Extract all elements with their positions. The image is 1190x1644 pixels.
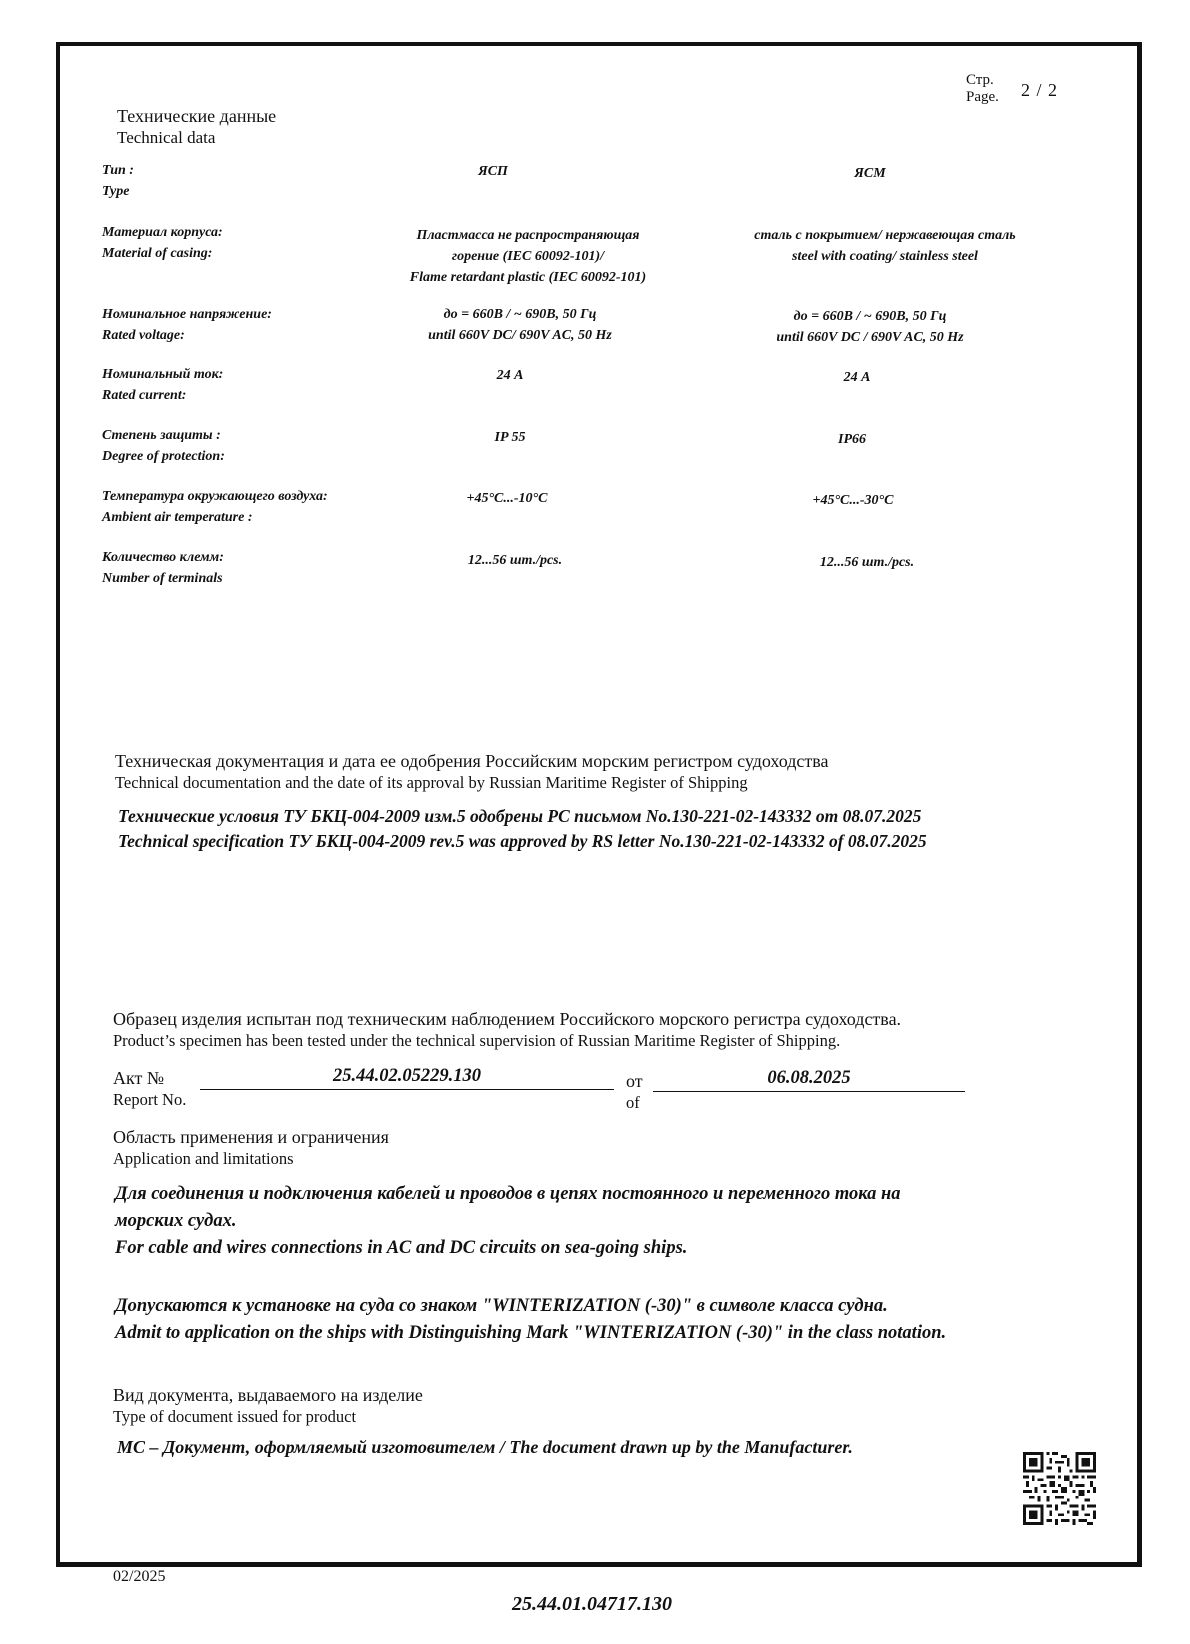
documentation-spec: [118, 804, 927, 854]
page-label-en: Page.: [966, 89, 999, 105]
application-text-en: For cable and wires connections in AC and DC circuits on sea-going ships.: [115, 1238, 688, 1258]
documentation-spec-ru: Технические условия ТУ БКЦ-004-2009 изм.5 одобрены РС письмом No.130-221-02-143332 от 08.07.2025: [118, 806, 922, 826]
spec-label-terminals: [102, 547, 224, 589]
spec-label-casing: [102, 222, 223, 264]
page-number: 2 / 2: [1021, 80, 1059, 100]
documentation-heading-en: Technical documentation and the date of its approval by Russian Maritime Register of Shipping: [115, 773, 748, 792]
spec-label-current: [102, 364, 223, 406]
spec-value-temperature-col1: +45°C...-10°C: [466, 491, 548, 506]
report-number-underline: [200, 1070, 614, 1090]
spec-label-en: Rated current:: [102, 388, 187, 403]
report-label: [113, 1067, 186, 1111]
page-label-ru: Стр.: [966, 72, 994, 88]
documentation-heading-ru: Техническая документация и дата ее одобрения Российским морским регистром судоходства: [115, 751, 829, 771]
spec-value-line: until 660V DC / 690V AC, 50 Hz: [776, 330, 964, 345]
winterization-note-en: Admit to application on the ships with Distinguishing Mark "WINTERIZATION (-30)" in the class notation.: [115, 1323, 947, 1343]
spec-value-protection-col1: IP 55: [494, 430, 526, 445]
spec-value-casing-col1: [358, 225, 698, 288]
spec-label-ru: Номинальный ток:: [102, 367, 224, 382]
spec-label-ru: Номинальное напряжение:: [102, 307, 272, 322]
document-type-heading-en: Type of document issued for product: [113, 1407, 357, 1426]
page-label: [966, 72, 999, 106]
spec-value-line: until 660V DC/ 690V AC, 50 Hz: [428, 328, 612, 343]
spec-value-type-col2: ЯСМ: [854, 166, 886, 181]
testing-heading-ru: Образец изделия испытан под техническим наблюдением Российского морского регистра судоходства.: [113, 1009, 902, 1029]
winterization-note: [115, 1293, 946, 1347]
spec-label-en: Material of casing:: [102, 246, 213, 261]
report-date-underline: [653, 1072, 965, 1092]
testing-heading-en: Product’s specimen has been tested under the technical supervision of Russian Maritime Register of Shipping.: [113, 1031, 841, 1050]
report-label-ru: Акт №: [113, 1068, 165, 1088]
spec-label-en: Rated voltage:: [102, 328, 185, 343]
spec-value-line: Flame retardant plastic (IEC 60092-101): [409, 270, 647, 285]
report-date: 06.08.2025: [767, 1068, 851, 1088]
spec-label-ru: Количество клемм:: [102, 550, 224, 565]
spec-label-temperature: [102, 486, 328, 528]
spec-value-temperature-col2: +45°C...-30°C: [812, 493, 894, 508]
spec-label-en: Ambient air temperature :: [102, 510, 253, 525]
section-title-ru: Технические данные: [117, 106, 277, 126]
document-type-heading-ru: Вид документа, выдаваемого на изделие: [113, 1385, 423, 1405]
spec-value-line: Пластмасса не распространяющая: [416, 228, 640, 243]
winterization-note-ru: Допускаются к установке на суда со знаком "WINTERIZATION (-30)" в символе класса судна.: [115, 1296, 888, 1316]
spec-value-line: сталь с покрытием/ нержавеющая сталь: [754, 228, 1016, 243]
section-title-en: Technical data: [117, 128, 216, 147]
application-text-ru-cont: морских судах.: [115, 1211, 237, 1231]
report-label-en: Report No.: [113, 1090, 187, 1109]
spec-value-casing-col2: [730, 225, 1040, 267]
section-title: [117, 105, 276, 149]
spec-label-ru: Материал корпуса:: [102, 225, 223, 240]
spec-value-line: до = 660В / ~ 690В, 50 Гц: [793, 309, 947, 324]
spec-label-ru: Степень защиты :: [102, 428, 221, 443]
spec-value-voltage-col2: [730, 306, 1010, 348]
documentation-heading: [115, 750, 828, 794]
testing-heading: [113, 1008, 901, 1052]
spec-value-current-col2: 24 А: [843, 370, 871, 385]
spec-label-protection: [102, 425, 225, 467]
form-date: 02/2025: [113, 1568, 166, 1585]
qr-code-icon: [1023, 1452, 1096, 1525]
spec-value-terminals-col2: 12...56 шт./pcs.: [819, 555, 915, 570]
application-heading: [113, 1126, 389, 1170]
spec-label-en: Type: [102, 184, 130, 199]
spec-label-ru: Температура окружающего воздуха:: [102, 489, 328, 504]
spec-value-line: steel with coating/ stainless steel: [792, 249, 978, 264]
spec-label-type: [102, 160, 134, 202]
spec-label-voltage: [102, 304, 272, 346]
report-of-label-en: of: [626, 1093, 640, 1112]
report-of-label: [626, 1070, 643, 1114]
spec-value-line: горение (IEC 60092-101)/: [451, 249, 605, 264]
spec-value-protection-col2: IP66: [838, 432, 866, 447]
report-number: 25.44.02.05229.130: [333, 1066, 481, 1086]
documentation-spec-en: Technical specification ТУ БКЦ-004-2009 rev.5 was approved by RS letter No.130-221-02-143332 of 08.07.2025: [118, 831, 927, 851]
document-type-value: МС – Документ, оформляемый изготовителем / The document drawn up by the Manufacturer.: [117, 1437, 853, 1457]
application-heading-ru: Область применения и ограничения: [113, 1127, 389, 1147]
spec-label-en: Number of terminals: [102, 571, 223, 586]
spec-value-type-col1: ЯСП: [478, 164, 508, 179]
application-text-ru: Для соединения и подключения кабелей и проводов в цепях постоянного и переменного тока на: [115, 1184, 901, 1204]
application-heading-en: Application and limitations: [113, 1149, 294, 1168]
certificate-number: 25.44.01.04717.130: [512, 1593, 672, 1615]
spec-label-en: Degree of protection:: [102, 449, 225, 464]
spec-value-current-col1: 24 А: [496, 368, 524, 383]
spec-value-terminals-col1: 12...56 шт./pcs.: [467, 553, 563, 568]
spec-label-ru: Тип :: [102, 163, 134, 178]
report-of-label-ru: от: [626, 1071, 643, 1091]
spec-value-voltage-col1: [380, 304, 660, 346]
spec-value-line: до = 660В / ~ 690В, 50 Гц: [443, 307, 597, 322]
application-text: [115, 1181, 901, 1262]
document-type-heading: [113, 1384, 423, 1428]
